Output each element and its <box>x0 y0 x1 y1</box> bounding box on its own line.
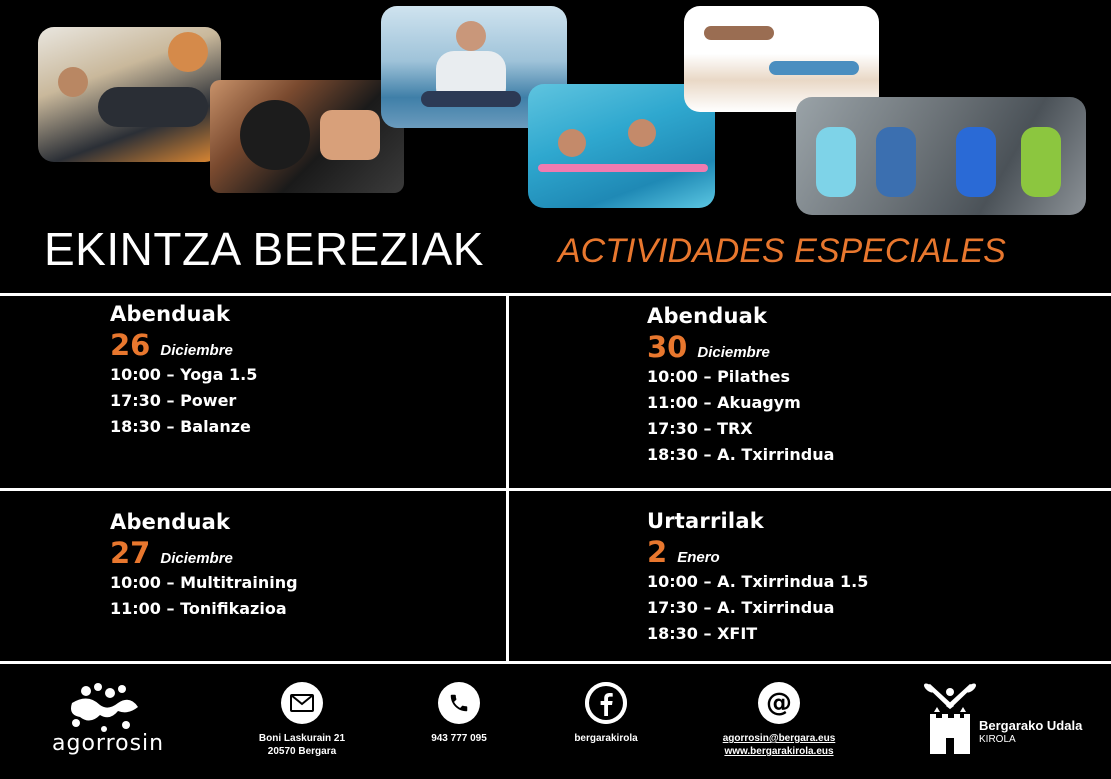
block-day: 30 <box>647 330 688 364</box>
agorrosin-mark-icon <box>52 681 172 733</box>
divider-bottom <box>0 661 1111 664</box>
block-day-name: Diciembre <box>160 550 233 567</box>
block-day-name: Diciembre <box>160 342 233 359</box>
photo-spinning <box>210 80 404 193</box>
block-month: Abenduak <box>647 304 768 328</box>
at-icon: @ <box>758 682 800 724</box>
agorrosin-logo <box>52 681 172 761</box>
agorrosin-wordmark: agorrosin <box>52 731 165 756</box>
website-link[interactable]: www.bergarakirola.eus <box>724 746 834 757</box>
bergara-crest-icon <box>920 682 980 757</box>
session-item: 11:00 – Akuagym <box>647 393 801 412</box>
footer-phone <box>414 682 504 745</box>
block-day: 26 <box>110 328 151 362</box>
session-item: 17:30 – TRX <box>647 419 753 438</box>
session-item: 18:30 – A. Txirrindua <box>647 445 835 464</box>
bergarako-udala-name: Bergarako Udala <box>979 718 1083 733</box>
phone-number[interactable]: 943 777 095 <box>431 733 487 744</box>
session-item: 10:00 – Pilathes <box>647 367 790 386</box>
facebook-icon[interactable] <box>585 682 627 724</box>
session-item: 10:00 – A. Txirrindua 1.5 <box>647 572 869 591</box>
session-item: 18:30 – XFIT <box>647 624 758 643</box>
title-spanish: ACTIVIDADES ESPECIALES <box>558 232 1006 270</box>
block-month: Urtarrilak <box>647 509 764 533</box>
block-day: 27 <box>110 536 151 570</box>
session-item: 17:30 – Power <box>110 391 237 410</box>
footer-social <box>556 682 656 745</box>
footer-address <box>252 682 352 758</box>
block-day: 2 <box>647 535 668 569</box>
footer-contact <box>714 682 844 758</box>
block-day-name: Diciembre <box>697 344 770 361</box>
bergarako-udala-sub: KIROLA <box>979 734 1016 745</box>
photo-group-training <box>796 97 1086 215</box>
address-line-1: Boni Laskurain 21 <box>258 733 346 744</box>
address-line-2: 20570 Bergara <box>267 746 337 757</box>
mail-icon <box>281 682 323 724</box>
block-month: Abenduak <box>110 302 231 326</box>
photo-situps <box>38 27 221 162</box>
session-item: 17:30 – A. Txirrindua <box>647 598 835 617</box>
bergarako-udala-logo <box>920 682 1095 757</box>
title-basque: EKINTZA BEREZIAK <box>44 223 484 275</box>
schedule-block-dec-26 <box>110 301 257 440</box>
divider-middle <box>0 488 1111 491</box>
session-item: 18:30 – Balanze <box>110 417 251 436</box>
block-month: Abenduak <box>110 510 231 534</box>
phone-icon <box>438 682 480 724</box>
schedule-block-dec-27 <box>110 509 298 622</box>
facebook-handle[interactable]: bergarakirola <box>574 733 638 744</box>
email-link[interactable]: agorrosin@bergara.eus <box>722 733 836 744</box>
session-item: 10:00 – Yoga 1.5 <box>110 365 258 384</box>
divider-top <box>0 293 1111 296</box>
divider-vertical <box>506 293 509 664</box>
schedule-block-dec-30 <box>647 303 834 468</box>
session-item: 11:00 – Tonifikazioa <box>110 599 287 618</box>
session-item: 10:00 – Multitraining <box>110 573 298 592</box>
schedule-block-jan-2 <box>647 508 868 647</box>
block-day-name: Enero <box>677 549 720 566</box>
